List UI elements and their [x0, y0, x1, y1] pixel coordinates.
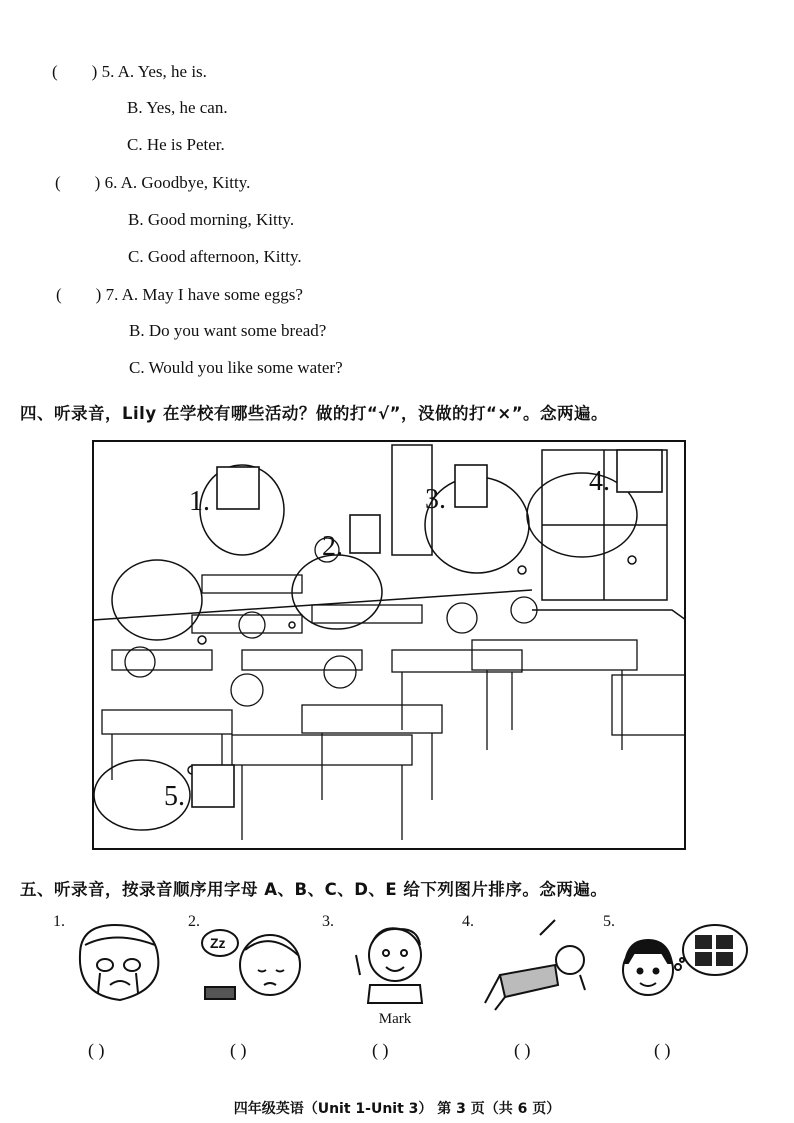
mark-waving-picture	[350, 915, 440, 1035]
scene-label-3: 3.	[425, 484, 446, 515]
option-a: A. May I have some eggs?	[121, 285, 303, 304]
question-number: 6.	[104, 173, 118, 192]
picture-label-5: 5.	[603, 913, 615, 930]
answer-paren-close: )	[95, 285, 102, 304]
order-blank-2[interactable]: ( )	[230, 1040, 247, 1060]
answer-paren-open[interactable]: (	[55, 173, 61, 192]
answer-paren-close: )	[91, 62, 98, 81]
answer-box-3	[455, 465, 487, 507]
option-a: A. Yes, he is.	[117, 62, 207, 81]
scene-label-4: 4.	[589, 466, 610, 497]
picture-label-3: 3.	[322, 913, 334, 930]
page-footer: 四年级英语（Unit 1-Unit 3） 第 3 页（共 6 页）	[233, 1101, 561, 1117]
picture-label-1: 1.	[53, 913, 65, 930]
order-blank-3[interactable]: ( )	[372, 1040, 389, 1060]
zzz-text: Zz	[210, 935, 226, 951]
question-6	[55, 173, 250, 193]
question-number: 5.	[101, 62, 115, 81]
section5-title: 五、听录音，按录音顺序用字母 A、B、C、D、E 给下列图片排序。念两遍。	[20, 880, 608, 899]
question-5	[52, 62, 207, 82]
picture-label-2: 2.	[188, 913, 200, 930]
answer-box-4	[617, 450, 662, 492]
sleeping-girl-picture	[200, 915, 310, 1015]
mark-label: Mark	[378, 1011, 412, 1027]
scene-label-2: 2.	[322, 531, 343, 562]
option-c: C. He is Peter.	[127, 135, 225, 154]
girl-thinking-food-picture	[620, 915, 750, 1015]
option-b: B. Do you want some bread?	[129, 321, 327, 340]
answer-box-1	[217, 467, 259, 509]
picture-label-4: 4.	[462, 913, 474, 930]
boy-lying-picture	[480, 915, 595, 1015]
question-number: 7.	[105, 285, 119, 304]
order-blank-1[interactable]: ( )	[88, 1040, 105, 1060]
answer-paren-open[interactable]: (	[56, 285, 62, 304]
option-a: A. Goodbye, Kitty.	[120, 173, 251, 192]
order-blank-5[interactable]: ( )	[654, 1040, 671, 1060]
option-c: C. Good afternoon, Kitty.	[128, 247, 302, 266]
classroom-illustration	[92, 440, 686, 850]
option-b: B. Good morning, Kitty.	[128, 210, 295, 229]
crying-boy-picture	[70, 915, 170, 1015]
answer-paren-open[interactable]: (	[52, 62, 58, 81]
scene-label-5: 5.	[164, 781, 185, 812]
option-c: C. Would you like some water?	[129, 358, 343, 377]
answer-box-2	[350, 515, 380, 553]
question-7	[56, 285, 303, 305]
order-blank-4[interactable]: ( )	[514, 1040, 531, 1060]
answer-box-5	[192, 765, 234, 807]
answer-paren-close: )	[94, 173, 101, 192]
section4-title: 四、听录音，Lily 在学校有哪些活动？做的打“√”，没做的打“×”。念两遍。	[20, 404, 609, 423]
option-b: B. Yes, he can.	[127, 98, 228, 117]
scene-label-1: 1.	[189, 486, 210, 517]
